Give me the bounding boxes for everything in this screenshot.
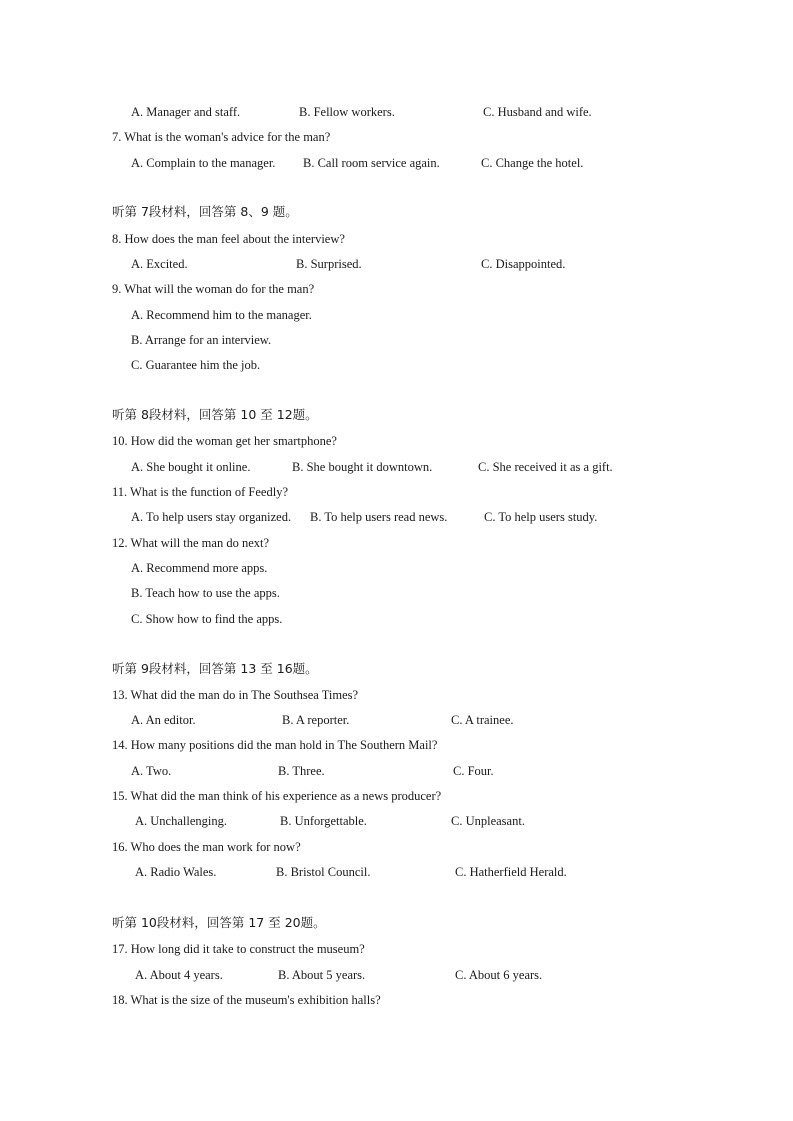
- option-q11-b: B. To help users read news.: [310, 510, 448, 524]
- option-q11-a: A. To help users stay organized.: [131, 510, 292, 524]
- section-heading-10: 听第 10段材料，回答第 17 至 20题。: [112, 915, 326, 930]
- question-7: 7. What is the woman's advice for the man?: [112, 130, 331, 144]
- question-12: 12. What will the man do next?: [112, 536, 270, 550]
- question-17: 17. How long did it take to construct the museum?: [112, 942, 365, 956]
- option-q14-a: A. Two.: [131, 764, 172, 778]
- question-8: 8. How does the man feel about the interview?: [112, 232, 345, 246]
- option-q9-a: A. Recommend him to the manager.: [131, 308, 312, 322]
- option-q7-c: C. Change the hotel.: [481, 156, 584, 170]
- section-heading-8: 听第 8段材料，回答第 10 至 12题。: [112, 407, 318, 422]
- option-q14-b: B. Three.: [278, 764, 325, 778]
- option-q15-a: A. Unchallenging.: [135, 814, 227, 828]
- option-q12-a: A. Recommend more apps.: [131, 561, 268, 575]
- option-q8-a: A. Excited.: [131, 257, 188, 271]
- question-14: 14. How many positions did the man hold in The Southern Mail?: [112, 738, 438, 752]
- option-q13-c: C. A trainee.: [451, 713, 514, 727]
- option-q11-c: C. To help users study.: [484, 510, 598, 524]
- option-q17-c: C. About 6 years.: [455, 968, 543, 982]
- option-q10-b: B. She bought it downtown.: [292, 460, 433, 474]
- option-q15-b: B. Unforgettable.: [280, 814, 367, 828]
- option-q6-b: B. Fellow workers.: [299, 105, 395, 119]
- option-q7-b: B. Call room service again.: [303, 156, 440, 170]
- section-heading-9: 听第 9段材料，回答第 13 至 16题。: [112, 661, 318, 676]
- option-q8-c: C. Disappointed.: [481, 257, 566, 271]
- option-q6-a: A. Manager and staff.: [131, 105, 241, 119]
- option-q6-c: C. Husband and wife.: [483, 105, 592, 119]
- option-q14-c: C. Four.: [453, 764, 494, 778]
- option-q17-b: B. About 5 years.: [278, 968, 366, 982]
- question-11: 11. What is the function of Feedly?: [112, 485, 289, 499]
- option-q10-a: A. She bought it online.: [131, 460, 251, 474]
- option-q9-b: B. Arrange for an interview.: [131, 333, 272, 347]
- option-q12-b: B. Teach how to use the apps.: [131, 586, 280, 600]
- option-q16-b: B. Bristol Council.: [276, 865, 371, 879]
- option-q13-b: B. A reporter.: [282, 713, 350, 727]
- option-q8-b: B. Surprised.: [296, 257, 362, 271]
- question-10: 10. How did the woman get her smartphone?: [112, 434, 337, 448]
- option-q7-a: A. Complain to the manager.: [131, 156, 276, 170]
- question-13: 13. What did the man do in The Southsea Times?: [112, 688, 359, 702]
- question-18: 18. What is the size of the museum's exhibition halls?: [112, 993, 381, 1007]
- question-15: 15. What did the man think of his experience as a news producer?: [112, 789, 442, 803]
- option-q13-a: A. An editor.: [131, 713, 196, 727]
- option-q15-c: C. Unpleasant.: [451, 814, 525, 828]
- option-q9-c: C. Guarantee him the job.: [131, 358, 261, 372]
- question-9: 9. What will the woman do for the man?: [112, 282, 315, 296]
- question-16: 16. Who does the man work for now?: [112, 840, 301, 854]
- option-q10-c: C. She received it as a gift.: [478, 460, 613, 474]
- option-q12-c: C. Show how to find the apps.: [131, 612, 283, 626]
- option-q16-a: A. Radio Wales.: [135, 865, 217, 879]
- option-q17-a: A. About 4 years.: [135, 968, 223, 982]
- option-q16-c: C. Hatherfield Herald.: [455, 865, 567, 879]
- section-heading-7: 听第 7段材料，回答第 8、9 题。: [112, 204, 298, 219]
